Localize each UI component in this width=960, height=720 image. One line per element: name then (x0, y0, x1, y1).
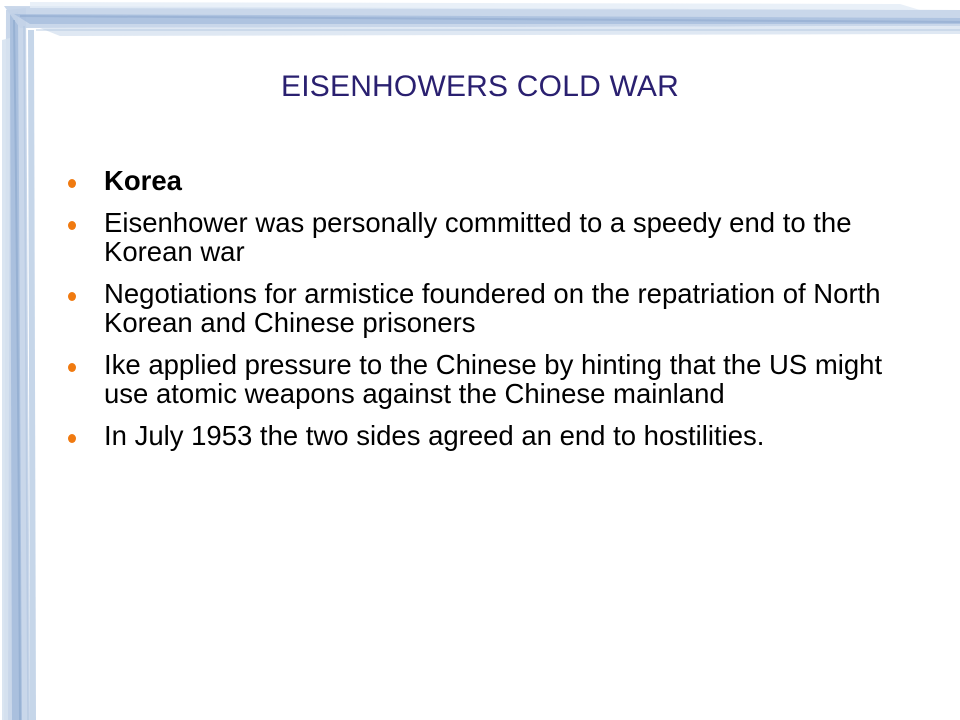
bullet-text: Negotiations for armistice foundered on the repatriation of North Korean and Chinese prisoners (104, 278, 881, 338)
bullet-marker-icon (68, 221, 76, 230)
bullet-text: In July 1953 the two sides agreed an end to hostilities. (104, 420, 765, 451)
bullet-marker-icon (68, 179, 76, 188)
bullet-item (66, 279, 886, 337)
bullet-item (66, 421, 886, 450)
bullet-list (66, 166, 886, 463)
bullet-item (66, 350, 886, 408)
bullet-item (66, 208, 886, 266)
bullet-marker-icon (68, 434, 76, 443)
bullet-text: Eisenhower was personally committed to a speedy end to the Korean war (104, 207, 852, 267)
bullet-marker-icon (68, 292, 76, 301)
bullet-text: Korea (104, 165, 182, 196)
bullet-item (66, 166, 886, 195)
slide-title: EISENHOWERS COLD WAR (281, 70, 679, 103)
bullet-text: Ike applied pressure to the Chinese by hinting that the US might use atomic weapons against the Chinese mainland (104, 349, 883, 409)
bullet-marker-icon (68, 363, 76, 372)
